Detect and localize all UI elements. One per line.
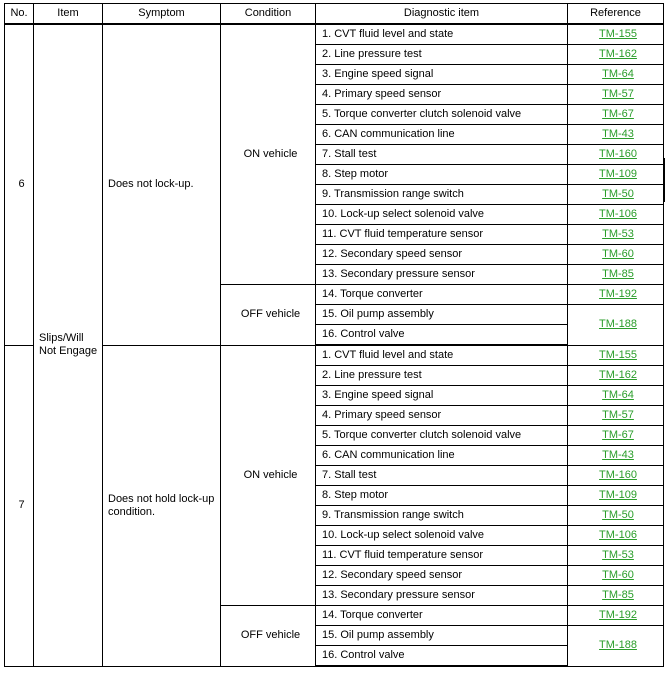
reference-link[interactable]: TM-64 <box>602 389 634 401</box>
reference-cell <box>568 626 664 667</box>
diagnostic-item-cell: 4. Primary speed sensor <box>316 406 568 426</box>
header-row <box>5 4 664 25</box>
reference-link[interactable]: TM-43 <box>602 449 634 461</box>
reference-link[interactable]: TM-60 <box>602 569 634 581</box>
reference-link[interactable]: TM-60 <box>602 248 634 260</box>
page-edge-marker <box>663 158 665 202</box>
reference-link[interactable]: TM-106 <box>599 208 637 220</box>
condition-cell: ON vehicle <box>221 24 316 285</box>
reference-link[interactable]: TM-109 <box>599 168 637 180</box>
reference-cell <box>568 426 664 446</box>
reference-link[interactable]: TM-64 <box>602 68 634 80</box>
table-row <box>5 345 664 366</box>
reference-cell <box>568 185 664 205</box>
table-body <box>5 24 664 666</box>
reference-link[interactable]: TM-162 <box>599 48 637 60</box>
reference-link[interactable]: TM-192 <box>599 609 637 621</box>
reference-cell <box>568 245 664 265</box>
symptom-cell: Does not hold lock-up condition. <box>103 345 221 666</box>
diagnostic-item-cell: 16. Control valve <box>316 646 568 667</box>
diagnostic-item-cell: 10. Lock-up select solenoid valve <box>316 526 568 546</box>
reference-link[interactable]: TM-162 <box>599 369 637 381</box>
reference-cell <box>568 225 664 245</box>
reference-link[interactable]: TM-155 <box>599 348 637 361</box>
diagnostic-item-cell: 11. CVT fluid temperature sensor <box>316 225 568 245</box>
reference-cell <box>568 205 664 225</box>
diagnostic-item-cell: 1. CVT fluid level and state <box>316 345 568 366</box>
reference-link[interactable]: TM-50 <box>602 509 634 521</box>
reference-cell <box>568 366 664 386</box>
diagnostic-item-cell: 13. Secondary pressure sensor <box>316 586 568 606</box>
diagnostic-item-cell: 8. Step motor <box>316 165 568 185</box>
symptom-cell: Does not lock-up. <box>103 24 221 345</box>
header-diagnostic-item: Diagnostic item <box>316 4 568 25</box>
diagnostic-item-cell: 11. CVT fluid temperature sensor <box>316 546 568 566</box>
reference-cell <box>568 45 664 65</box>
diagnostic-item-cell: 7. Stall test <box>316 466 568 486</box>
diagnostic-item-cell: 3. Engine speed signal <box>316 386 568 406</box>
reference-link[interactable]: TM-192 <box>599 288 637 300</box>
reference-link[interactable]: TM-85 <box>602 268 634 280</box>
reference-link[interactable]: TM-67 <box>602 108 634 120</box>
reference-link[interactable]: TM-188 <box>599 318 637 331</box>
header-no: No. <box>5 4 34 25</box>
diagnostic-item-cell: 5. Torque converter clutch solenoid valve <box>316 426 568 446</box>
reference-cell <box>568 606 664 626</box>
reference-link[interactable]: TM-43 <box>602 128 634 140</box>
reference-link[interactable]: TM-155 <box>599 28 637 40</box>
diagnostic-item-cell: 12. Secondary speed sensor <box>316 245 568 265</box>
diagnostic-item-cell: 9. Transmission range switch <box>316 185 568 205</box>
diagnostic-item-cell: 14. Torque converter <box>316 606 568 626</box>
diagnostic-item-cell: 4. Primary speed sensor <box>316 85 568 105</box>
diagnostic-item-cell: 9. Transmission range switch <box>316 506 568 526</box>
reference-cell <box>568 125 664 145</box>
diagnostic-item-cell: 15. Oil pump assembly <box>316 305 568 325</box>
reference-cell <box>568 305 664 346</box>
reference-link[interactable]: TM-67 <box>602 429 634 441</box>
reference-cell <box>568 145 664 165</box>
diagnostic-item-cell: 12. Secondary speed sensor <box>316 566 568 586</box>
reference-cell <box>568 586 664 606</box>
reference-link[interactable]: TM-53 <box>602 549 634 561</box>
reference-link[interactable]: TM-160 <box>599 148 637 160</box>
number-cell: 7 <box>5 345 34 666</box>
condition-cell: OFF vehicle <box>221 606 316 667</box>
diagnostic-item-cell: 7. Stall test <box>316 145 568 165</box>
diagnostic-item-cell: 6. CAN communication line <box>316 125 568 145</box>
header-item: Item <box>34 4 103 25</box>
reference-cell <box>568 105 664 125</box>
diagnostic-item-cell: 16. Control valve <box>316 325 568 346</box>
diagnostic-item-cell: 8. Step motor <box>316 486 568 506</box>
reference-cell <box>568 466 664 486</box>
diagnostic-item-cell: 15. Oil pump assembly <box>316 626 568 646</box>
reference-cell <box>568 486 664 506</box>
diagnostic-item-cell: 6. CAN communication line <box>316 446 568 466</box>
number-cell: 6 <box>5 24 34 345</box>
reference-link[interactable]: TM-109 <box>599 489 637 501</box>
reference-cell <box>568 345 664 366</box>
reference-cell <box>568 446 664 466</box>
reference-cell <box>568 406 664 426</box>
diagnostic-item-cell: 2. Line pressure test <box>316 366 568 386</box>
reference-cell <box>568 85 664 105</box>
diagnostic-item-cell: 14. Torque converter <box>316 285 568 305</box>
header-condition: Condition <box>221 4 316 25</box>
reference-cell <box>568 285 664 305</box>
reference-cell <box>568 65 664 85</box>
diagnostic-item-cell: 5. Torque converter clutch solenoid valve <box>316 105 568 125</box>
condition-cell: OFF vehicle <box>221 285 316 346</box>
reference-cell <box>568 546 664 566</box>
reference-link[interactable]: TM-57 <box>602 88 634 100</box>
reference-link[interactable]: TM-85 <box>602 589 634 601</box>
reference-cell <box>568 566 664 586</box>
reference-link[interactable]: TM-57 <box>602 409 634 421</box>
reference-link[interactable]: TM-106 <box>599 529 637 541</box>
diagnosis-table <box>4 3 664 667</box>
diagnostic-item-cell: 10. Lock-up select solenoid valve <box>316 205 568 225</box>
header-reference: Reference <box>568 4 664 25</box>
table-row <box>5 24 664 45</box>
item-cell: Slips/Will Not Engage <box>34 24 103 666</box>
diagnostic-item-cell: 1. CVT fluid level and state <box>316 24 568 45</box>
reference-cell <box>568 165 664 185</box>
reference-link[interactable]: TM-53 <box>602 228 634 240</box>
reference-cell <box>568 24 664 45</box>
diagnostic-item-cell: 13. Secondary pressure sensor <box>316 265 568 285</box>
reference-cell <box>568 506 664 526</box>
diagnostic-item-cell: 2. Line pressure test <box>316 45 568 65</box>
reference-link[interactable]: TM-160 <box>599 469 637 481</box>
header-symptom: Symptom <box>103 4 221 25</box>
reference-cell <box>568 526 664 546</box>
diagnostic-item-cell: 3. Engine speed signal <box>316 65 568 85</box>
reference-cell <box>568 265 664 285</box>
reference-link[interactable]: TM-188 <box>599 639 637 652</box>
reference-cell <box>568 386 664 406</box>
condition-cell: ON vehicle <box>221 345 316 606</box>
reference-link[interactable]: TM-50 <box>602 188 634 200</box>
